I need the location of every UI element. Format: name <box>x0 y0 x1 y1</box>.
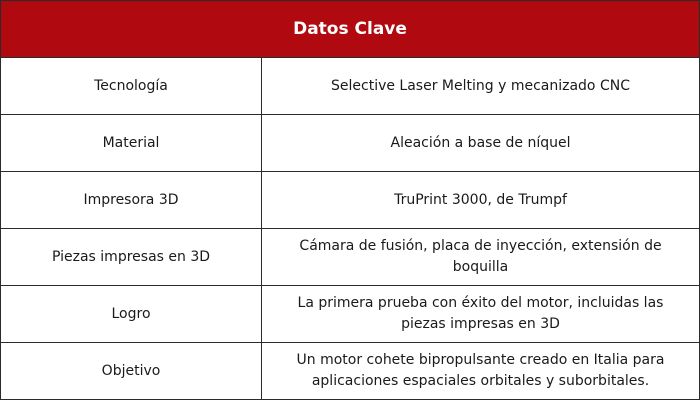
table-row-printer <box>1 172 699 229</box>
table-row-printed-parts <box>1 229 699 286</box>
row-value: Cámara de fusión, placa de inyección, extensión de boquilla <box>299 238 662 275</box>
table-row-material <box>1 115 699 172</box>
row-key: Material <box>1 115 262 171</box>
row-key: Tecnología <box>1 58 262 114</box>
table-row-achievement <box>1 286 699 343</box>
row-key: Impresora 3D <box>1 172 262 228</box>
row-key: Piezas impresas en 3D <box>1 229 262 285</box>
row-value: Selective Laser Melting y mecanizado CNC <box>331 77 630 94</box>
row-value: La primera prueba con éxito del motor, incluidas las piezas impresas en 3D <box>297 295 664 332</box>
table-title: Datos Clave <box>1 1 699 58</box>
table-body <box>1 58 699 399</box>
row-key: Objetivo <box>1 343 262 399</box>
table-row-technology <box>1 58 699 115</box>
row-key: Logro <box>1 286 262 342</box>
row-value: TruPrint 3000, de Trumpf <box>394 191 567 208</box>
row-value: Un motor cohete bipropulsante creado en Italia para aplicaciones espaciales orbitales y suborbitales. <box>296 352 665 389</box>
table-row-objective <box>1 343 699 399</box>
row-value: Aleación a base de níquel <box>390 134 571 151</box>
